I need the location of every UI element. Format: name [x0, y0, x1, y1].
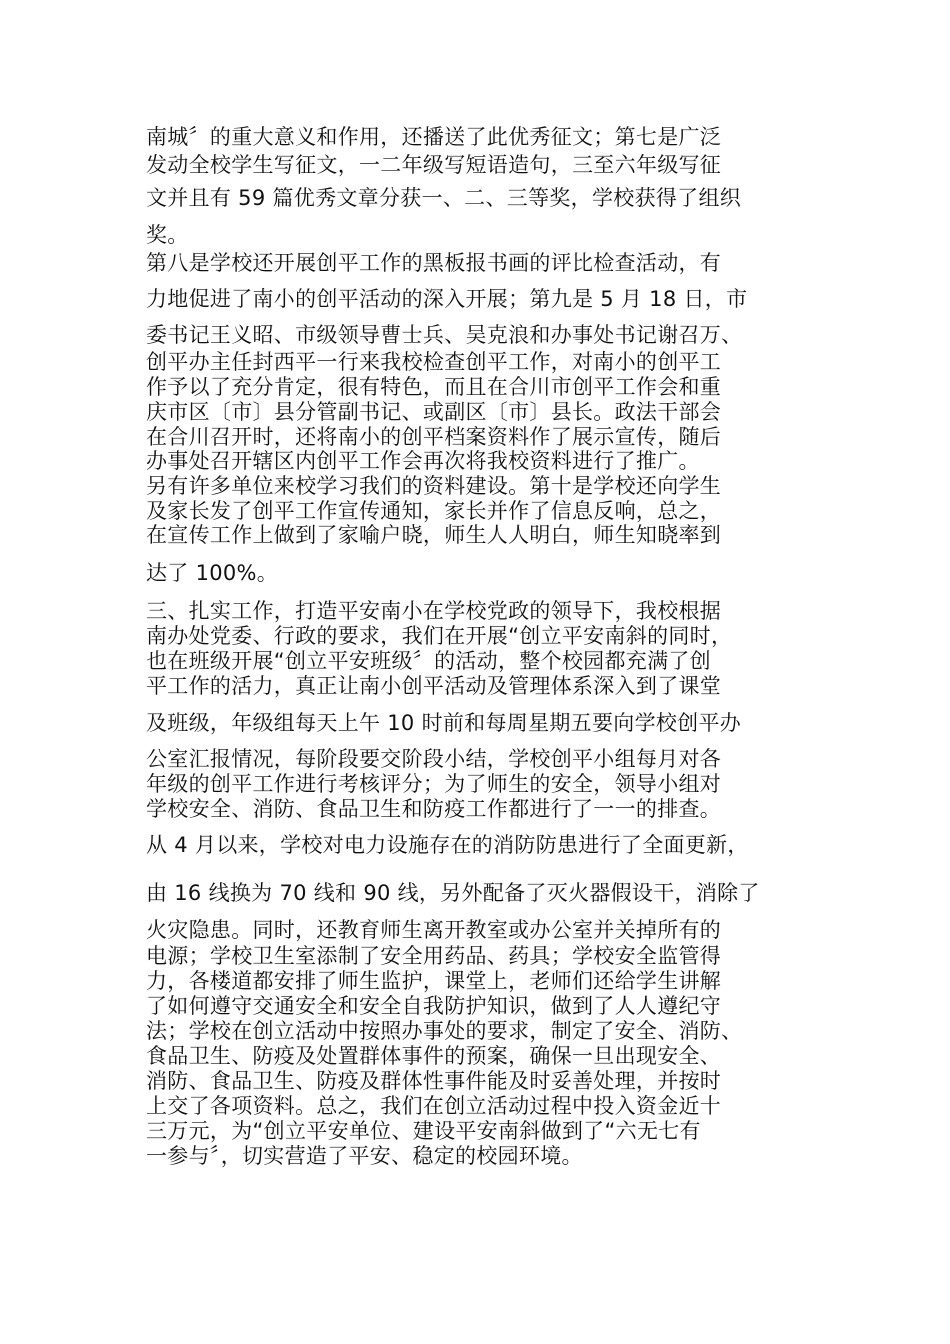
text-line: 在合川召开时，还将南小的创平档案资料作了展示宣传，随后: [146, 425, 722, 449]
text-line: 力，各楼道都安排了师生监护，课堂上，老师们还给学生讲解: [146, 969, 722, 993]
text-line: 从 4 月以来，学校对电力设施存在的消防防患进行了全面更新，: [146, 833, 749, 857]
text-line: 力地促进了南小的创平活动的深入开展；第九是 5 月 18 日，市: [146, 287, 748, 311]
text-line: 及家长发了创平工作宣传通知，家长并作了信息反响，总之，: [146, 499, 722, 523]
text-line: 三万元，为“创立平安单位、建设平安南斜做到了“六无七有: [146, 1119, 701, 1143]
text-line: 法；学校在创立活动中按照办事处的要求，制定了安全、消防、: [146, 1019, 743, 1043]
text-line: 第八是学校还开展创平工作的黑板报书画的评比检查活动，有: [146, 251, 722, 275]
text-line: 庆市区〔市〕县分管副书记、或副区〔市〕县长。政法干部会: [146, 400, 722, 424]
text-line: 公室汇报情况，每阶段要交阶段小结，学校创平小组每月对各: [146, 747, 722, 771]
text-line: 平工作的活力，真正让南小创平活动及管理体系深入到了课堂: [146, 674, 722, 698]
text-line: 奖。: [146, 223, 189, 247]
text-line: 火灾隐患。同时，还教育师生离开教室或办公室并关掉所有的: [146, 918, 722, 942]
text-line: 也在班级开展“创立平安班级〞的活动，整个校园都充满了创: [146, 649, 711, 673]
text-line: 三、扎实工作，打造平安南小在学校党政的领导下，我校根据: [146, 599, 722, 623]
text-line: 一参与〞，切实营造了平安、稳定的校园环境。: [146, 1144, 583, 1168]
text-line: 南城〞的重大意义和作用，还播送了此优秀征文；第七是广泛: [146, 125, 722, 149]
text-line: 另有许多单位来校学习我们的资料建设。第十是学校还向学生: [146, 474, 722, 498]
text-line: 达了 100%。: [146, 561, 279, 585]
text-line: 文并且有 59 篇优秀文章分获一、二、三等奖，学校获得了组织: [146, 186, 742, 210]
text-line: 发动全校学生写征文，一二年级写短语造句，三至六年级写征: [146, 153, 722, 177]
text-line: 学校安全、消防、食品卫生和防疫工作都进行了一一的排查。: [146, 797, 722, 821]
text-line: 由 16 线换为 70 线和 90 线，另外配备了灭火器假设干，消除了: [146, 881, 760, 905]
text-line: 委书记王义昭、市级领导曹士兵、吴克浪和办事处书记谢召万、: [146, 323, 743, 347]
text-line: 年级的创平工作进行考核评分；为了师生的安全，领导小组对: [146, 772, 722, 796]
text-line: 食品卫生、防疫及处置群体事件的预案，确保一旦出现安全、: [146, 1044, 722, 1068]
text-line: 了如何遵守交通安全和安全自我防护知识，做到了人人遵纪守: [146, 994, 722, 1018]
text-line: 电源；学校卫生室添制了安全用药品、药具；学校安全监管得: [146, 944, 722, 968]
text-line: 南办处党委、行政的要求，我们在开展“创立平安南斜的同时，: [146, 624, 733, 648]
text-line: 在宣传工作上做到了家喻户晓，师生人人明白，师生知晓率到: [146, 523, 722, 547]
text-line: 作予以了充分肯定，很有特色，而且在合川市创平工作会和重: [146, 375, 722, 399]
text-line: 办事处召开辖区内创平工作会再次将我校资料进行了推广。: [146, 449, 700, 473]
text-line: 及班级，年级组每天上午 10 时前和每周星期五要向学校创平办: [146, 711, 742, 735]
text-line: 上交了各项资料。总之，我们在创立活动过程中投入资金近十: [146, 1094, 722, 1118]
text-line: 创平办主任封西平一行来我校检查创平工作，对南小的创平工: [146, 350, 722, 374]
text-line: 消防、食品卫生、防疫及群体性事件能及时妥善处理，并按时: [146, 1069, 722, 1093]
